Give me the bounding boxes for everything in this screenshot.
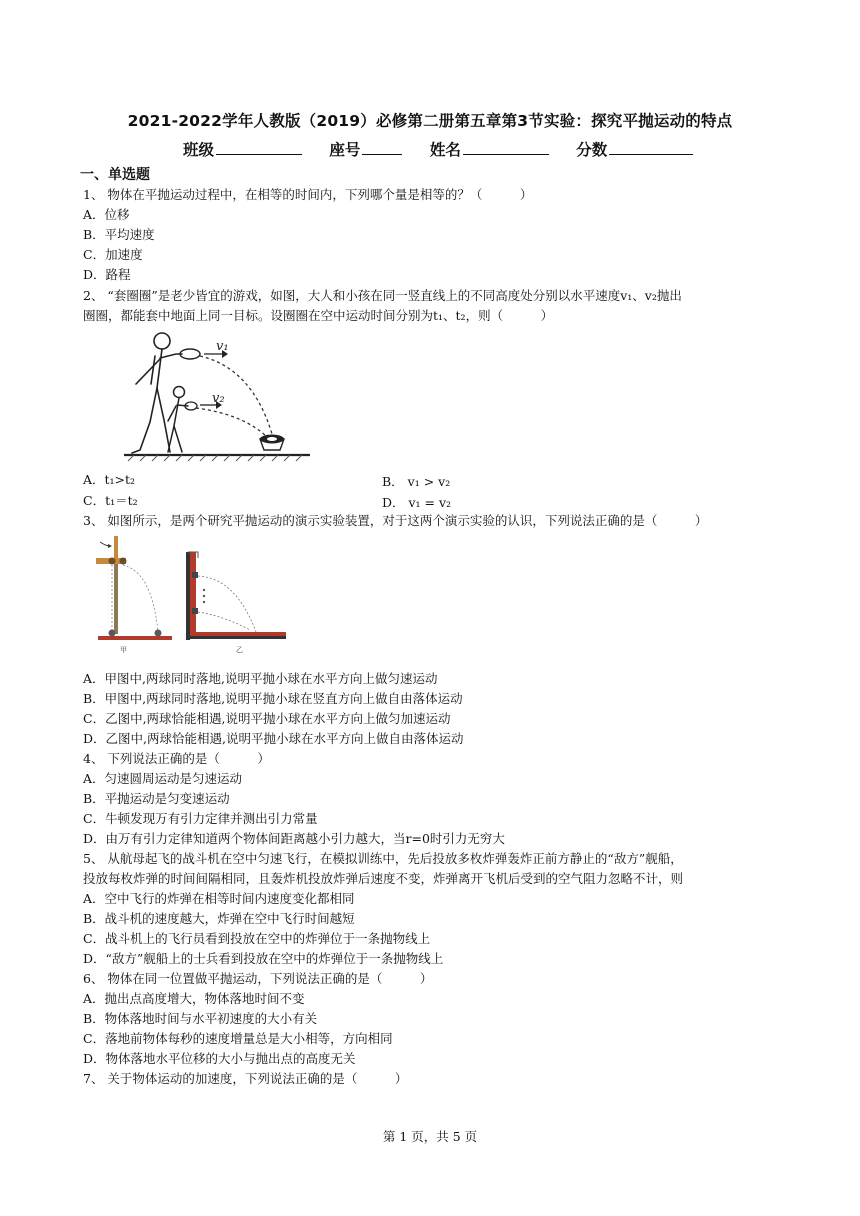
q6-option-c: C．落地前物体每秒的速度增量总是大小相等，方向相同 — [83, 1031, 393, 1046]
seat-field — [329, 138, 402, 160]
score-field — [576, 138, 693, 160]
fig-jia-label: 甲 — [120, 646, 127, 654]
q2-option-b: B． v₁ > v₂ — [382, 474, 451, 489]
q2-option-d: D． v₁ = v₂ — [382, 495, 452, 510]
q5-stem-line2: 投放每枚炸弹的时间间隔相同，且轰炸机投放炸弹后速度不变，炸弹离开飞机后受到的空气阻力忽略不计，则 — [83, 871, 684, 886]
q5-option-c: C．战斗机上的飞行员看到投放在空中的炸弹位于一条抛物线上 — [83, 931, 431, 946]
fig-v1-label: v₁ — [216, 339, 229, 354]
q3-stem: 3、 如图所示，是两个研究平抛运动的演示实验装置，对于这两个演示实验的认识，下列说法正确的是（ ） — [83, 513, 708, 528]
q2-option-a: A．t₁>t₂ — [83, 472, 136, 487]
score-blank[interactable] — [609, 140, 693, 155]
fig-v2-label: v₂ — [212, 391, 225, 406]
q4-option-c: C．牛顿发现万有引力定律并测出引力常量 — [83, 811, 318, 826]
q6-stem: 6、 物体在同一位置做平抛运动，下列说法正确的是（ ） — [83, 971, 433, 986]
q4-stem: 4、 下列说法正确的是（ ） — [83, 751, 270, 766]
q3-option-b: B．甲图中,两球同时落地,说明平抛小球在竖直方向上做自由落体运动 — [83, 691, 463, 706]
q7-stem: 7、 关于物体运动的加速度，下列说法正确的是（ ） — [83, 1071, 408, 1086]
q5-stem-line1: 5、 从航母起飞的战斗机在空中匀速飞行，在模拟训练中，先后投放多枚炸弹轰炸正前方静止的“敌方”舰船， — [83, 851, 683, 866]
q3-option-c: C．乙图中,两球恰能相遇,说明平抛小球在水平方向上做匀加速运动 — [83, 711, 451, 726]
name-blank[interactable] — [463, 140, 549, 155]
score-label: 分数 — [576, 141, 608, 159]
seat-label: 座号 — [329, 141, 361, 159]
name-label: 姓名 — [429, 141, 461, 159]
q1-stem: 1、 物体在平抛运动过程中，在相等的时间内，下列哪个量是相等的？（ ） — [83, 187, 533, 202]
q6-option-a: A．抛出点高度增大，物体落地时间不变 — [83, 991, 305, 1006]
class-field — [183, 138, 302, 160]
name-field — [430, 138, 549, 160]
q6-option-d: D．物体落地水平位移的大小与抛出点的高度无关 — [83, 1051, 356, 1066]
q5-option-a: A．空中飞行的炸弹在相等时间内速度变化都相同 — [83, 891, 355, 906]
page-footer: 第 1 页，共 5 页 — [382, 1129, 478, 1144]
ring-toss-figure — [124, 326, 314, 462]
class-blank[interactable] — [216, 140, 302, 155]
seat-blank[interactable] — [362, 140, 402, 155]
q5-option-b: B．战斗机的速度越大，炸弹在空中飞行时间越短 — [83, 911, 355, 926]
q1-option-a: A．位移 — [83, 207, 130, 222]
q3-option-d: D．乙图中,两球恰能相遇,说明平抛小球在水平方向上做自由落体运动 — [83, 731, 464, 746]
q2-stem-line2: 圈圈，都能套中地面上同一目标。设圈圈在空中运动时间分别为t₁、t₂，则（ ） — [83, 308, 554, 323]
projectile-apparatus-figure — [86, 532, 296, 656]
q4-option-d: D．由万有引力定律知道两个物体间距离越小引力越大，当r=0时引力无穷大 — [83, 831, 505, 846]
section-title: 一、单选题 — [80, 167, 150, 183]
q1-option-b: B．平均速度 — [83, 227, 155, 242]
q2-stem-line1: 2、 “套圈圈”是老少皆宜的游戏，如图，大人和小孩在同一竖直线上的不同高度处分别以水平速度v₁、v₂抛出 — [83, 288, 682, 303]
student-info-line — [183, 138, 693, 160]
q4-option-b: B．平抛运动是匀变速运动 — [83, 791, 230, 806]
q1-option-d: D．路程 — [83, 267, 131, 282]
q5-option-d: D．“敌方”舰船上的士兵看到投放在空中的炸弹位于一条抛物线上 — [83, 951, 444, 966]
q4-option-a: A．匀速圆周运动是匀速运动 — [83, 771, 243, 786]
class-label: 班级 — [183, 141, 215, 159]
q6-option-b: B．物体落地时间与水平初速度的大小有关 — [83, 1011, 318, 1026]
fig-yi-label: 乙 — [236, 646, 243, 654]
q1-option-c: C．加速度 — [83, 247, 143, 262]
q2-option-c: C．t₁＝t₂ — [83, 493, 138, 508]
q3-option-a: A．甲图中,两球同时落地,说明平抛小球在水平方向上做匀速运动 — [83, 671, 438, 686]
page-title: 2021-2022学年人教版（2019）必修第二册第五章第3节实验：探究平抛运动的特点 — [127, 112, 733, 130]
